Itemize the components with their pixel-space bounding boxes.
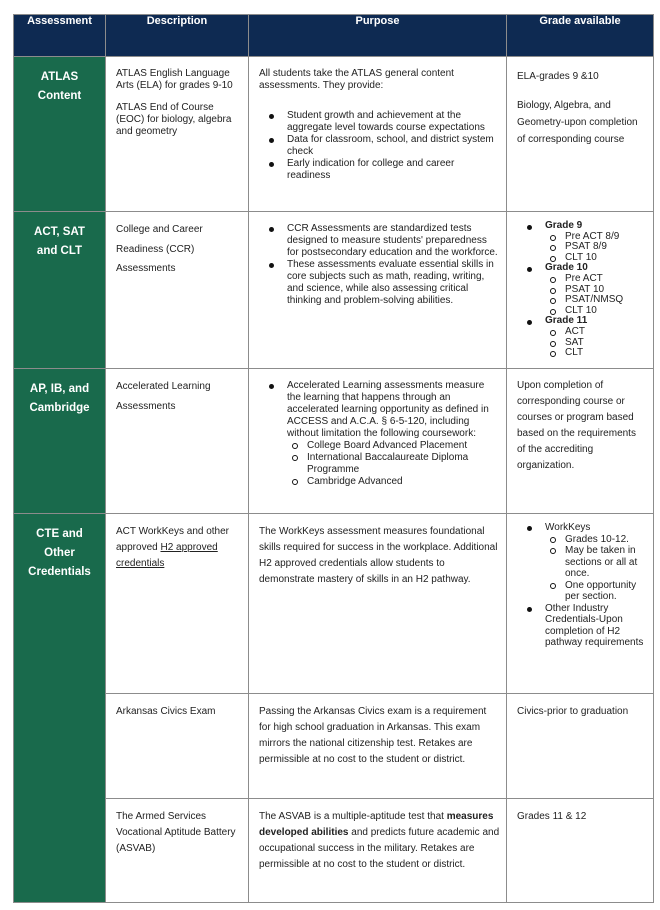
grade-sublist <box>545 232 647 264</box>
list-item: ACT <box>565 327 647 338</box>
grade-sublist <box>545 327 647 359</box>
table-row-civics <box>14 694 654 799</box>
table-row-asvab <box>14 799 654 903</box>
table-row-ap-ib-cambridge <box>14 369 654 514</box>
grade-workkeys <box>507 514 654 694</box>
purpose-list <box>259 110 500 182</box>
list-item: Early indication for college and career readiness <box>287 158 500 182</box>
purpose-asvab: The ASVAB is a multiple-aptitude test that measures developed abilities and predicts future academic and occupational success in the military. Retakes are permissible at no cost to the student or district. <box>249 799 507 903</box>
h2-credentials-link[interactable]: H2 approved credentials <box>116 542 218 569</box>
description-text: ATLAS End of Course (EOC) for biology, algebra and geometry <box>116 102 232 137</box>
grade-asvab: Grades 11 & 12 <box>507 799 654 903</box>
purpose-list <box>259 223 500 307</box>
grade-act <box>507 212 654 369</box>
purpose-intro: All students take the ATLAS general content assessments. They provide: <box>259 68 454 91</box>
grade-list <box>517 522 647 649</box>
grade-atlas <box>507 57 654 212</box>
list-item: Data for classroom, school, and district system check <box>287 134 500 158</box>
description-asvab: The Armed Services Vocational Aptitude Battery (ASVAB) <box>106 799 249 903</box>
assessment-label-cte-credentials: CTE and Other Credentials <box>14 514 106 903</box>
list-item: Accelerated Learning assessments measure the learning that happens through an accelerated learning opportunity as defined in ACCESS and A.C.A. § 6-5-120, including without limitation the following coursework: College Board Advanced Placement International Baccalaureate Diploma Programme Cambridge Advanced <box>287 380 500 488</box>
header-purpose: Purpose <box>249 15 507 57</box>
description-atlas <box>106 57 249 212</box>
description-workkeys: ACT WorkKeys and other approved H2 approved credentials <box>106 514 249 694</box>
grade-text: ELA-grades 9 &10 <box>517 71 599 82</box>
list-item: PSAT 10 <box>565 285 647 296</box>
list-item: CLT 10 <box>565 306 647 317</box>
header-description: Description <box>106 15 249 57</box>
list-item: College Board Advanced Placement <box>307 440 500 452</box>
purpose-civics: Passing the Arkansas Civics exam is a requirement for high school graduation in Arkansas. This exam mirrors the national citizenship test. Retakes are permissible at no cost to the student or district. <box>249 694 507 799</box>
grade-sublist <box>545 534 647 603</box>
table-row-cte-workkeys <box>14 514 654 694</box>
assessment-table <box>13 14 654 903</box>
table-row-act-sat-clt <box>14 212 654 369</box>
list-item: May be taken in sections or all at once. <box>565 545 647 580</box>
purpose-act <box>249 212 507 369</box>
grade-list <box>517 221 647 359</box>
purpose-sublist <box>287 440 500 488</box>
purpose-atlas <box>249 57 507 212</box>
list-item: PSAT 8/9 <box>565 242 647 253</box>
purpose-list <box>259 380 500 488</box>
list-item: International Baccalaureate Diploma Programme <box>307 452 500 476</box>
list-item: Grade 9 Pre ACT 8/9 PSAT 8/9 CLT 10 <box>545 221 647 263</box>
list-item: Grades 10-12. <box>565 534 647 546</box>
list-item: These assessments evaluate essential skills in core subjects such as math, reading, writing, and science, while also assessing critical thinking and problem-solving abilities. <box>287 259 500 307</box>
assessment-label-atlas: ATLAS Content <box>14 57 106 212</box>
assessment-label-act-sat-clt: ACT, SAT and CLT <box>14 212 106 369</box>
assessment-label-ap-ib-cambridge: AP, IB, and Cambridge <box>14 369 106 514</box>
grade-civics: Civics-prior to graduation <box>507 694 654 799</box>
purpose-ap <box>249 369 507 514</box>
list-item: PSAT/NMSQ <box>565 295 647 306</box>
header-assessment: Assessment <box>14 15 106 57</box>
list-item: CLT 10 <box>565 253 647 264</box>
list-item: Grade 10 Pre ACT PSAT 10 PSAT/NMSQ CLT 10 <box>545 263 647 316</box>
list-item: Pre ACT 8/9 <box>565 232 647 243</box>
table-row-atlas <box>14 57 654 212</box>
grade-sublist <box>545 274 647 316</box>
description-ap: Accelerated Learning Assessments <box>106 369 249 514</box>
description-text: ATLAS English Language Arts (ELA) for grades 9-10 <box>116 68 233 91</box>
description-civics: Arkansas Civics Exam <box>106 694 249 799</box>
description-act: College and Career Readiness (CCR) Assessments <box>106 212 249 369</box>
list-item: SAT <box>565 338 647 349</box>
list-item: One opportunity per section. <box>565 580 647 603</box>
list-item: Student growth and achievement at the aggregate level towards course expectations <box>287 110 500 134</box>
list-item: Other Industry Credentials-Upon completion of H2 pathway requirements <box>545 603 647 649</box>
grade-text: Biology, Algebra, and Geometry-upon completion of corresponding course <box>517 100 638 145</box>
grade-ap: Upon completion of corresponding course or courses or program based based on the requirements of the accrediting organization. <box>507 369 654 514</box>
list-item: WorkKeys Grades 10-12. May be taken in sections or all at once. One opportunity per section. <box>545 522 647 603</box>
list-item: Cambridge Advanced <box>307 476 500 488</box>
header-row <box>14 15 654 57</box>
list-item: Grade 11 ACT SAT CLT <box>545 316 647 358</box>
purpose-workkeys: The WorkKeys assessment measures foundational skills required for success in the workplace. Additional H2 approved credentials allow students to demonstrate mastery of skills in an H2 pathway. <box>249 514 507 694</box>
header-grade-available: Grade available <box>507 15 654 57</box>
list-item: CLT <box>565 348 647 359</box>
list-item: CCR Assessments are standardized tests designed to measure students' preparedness for postsecondary education and the workforce. <box>287 223 500 259</box>
list-item: Pre ACT <box>565 274 647 285</box>
